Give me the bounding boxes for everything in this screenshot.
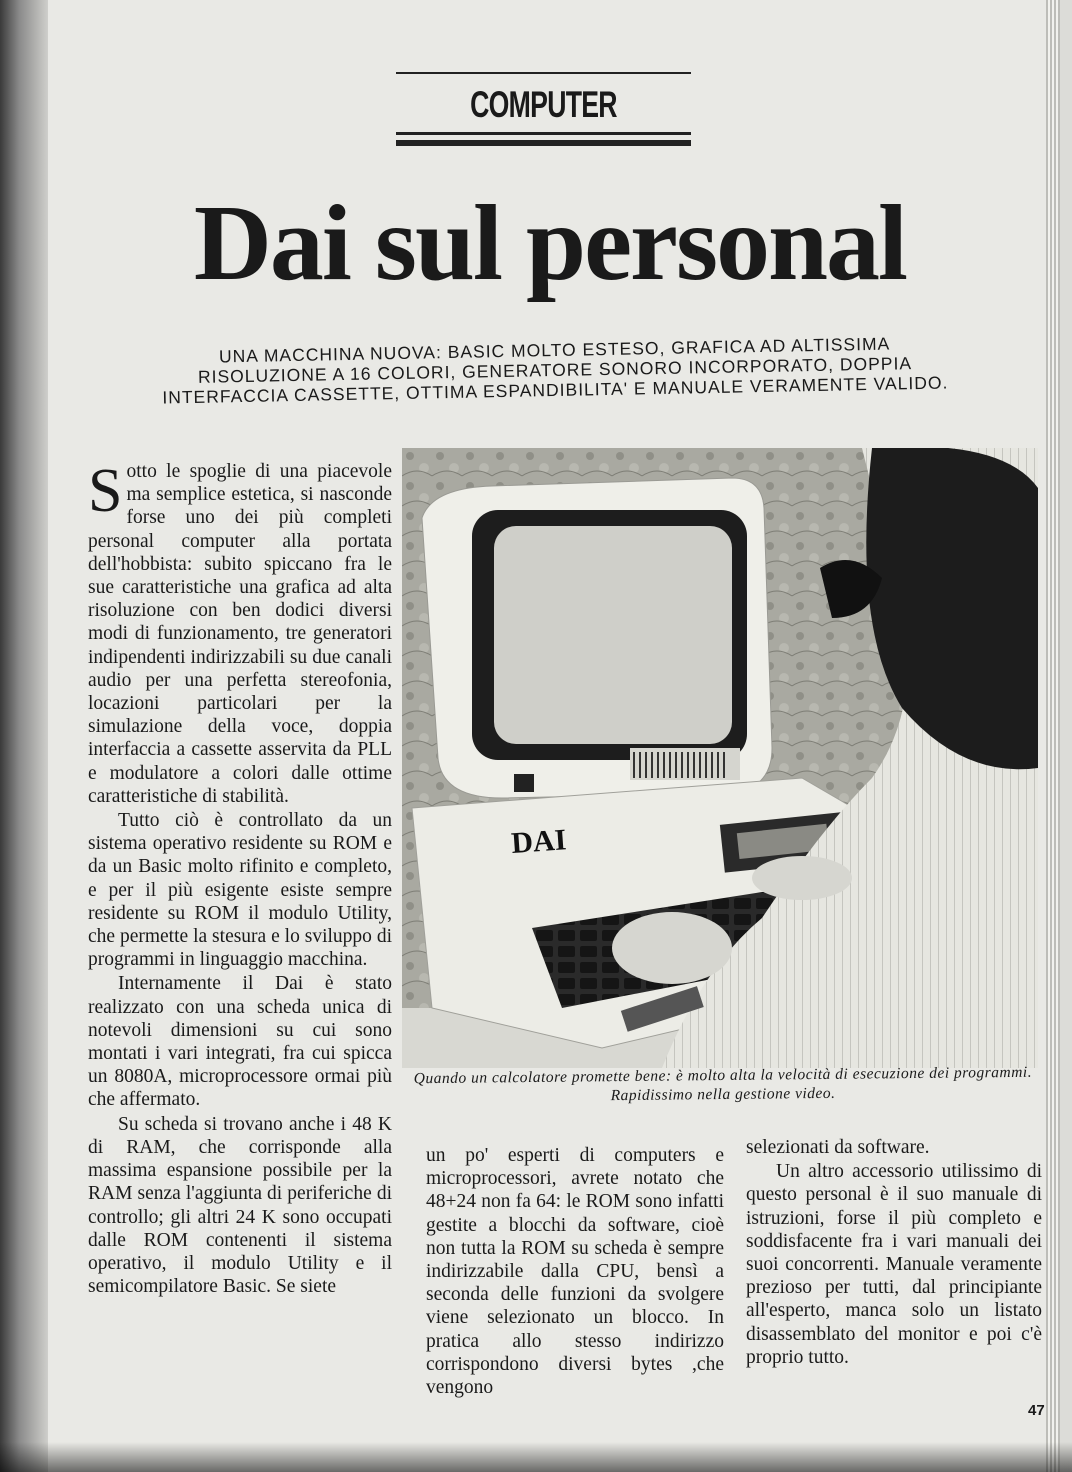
paragraph-4: Su scheda si trovano anche i 48 K di RAM, che corrisponde alla massima espansione possibile per la RAM senza l'aggiunta di periferiche di controllo; gli altri 24 K sono occupati dalle ROM contenenti il sistema operativo, il modulo Utility e il semicompilatore Basic. Se siete: [88, 1113, 392, 1298]
deck-subtitle: UNA MACCHINA NUOVA: BASIC MOLTO ESTESO, GRAFICA AD ALTISSIMA RISOLUZIONE A 16 COLORI, GENERATORE SONORO INCORPORATO, DOPPIA INTERFACCIA CASSETTE, OTTIMA ESPANDIBILITA' E MANUALE VERAMENTE VALIDO.: [162, 333, 949, 408]
headline: Dai sul personal: [193, 184, 907, 303]
section-label: COMPUTER: [470, 84, 617, 125]
article-column-2: [426, 1144, 724, 1399]
page-number: 47: [1028, 1402, 1045, 1419]
section-rule-bottom-thick: [396, 140, 691, 146]
paragraph-3: Internamente il Dai è stato realizzato con una scheda unica di notevoli dimensioni su cui sono montati i vari integrati, fra cui spicca un 8080A, microprocessore ormai più che affermato.: [88, 973, 392, 1111]
monitor-illustration: [422, 478, 772, 798]
paragraph-7: Un altro accessorio utilissimo di questo personal è il suo manuale di istruzioni, forse il più completo e soddisfacente fra i vari manuali dei suoi concorrenti. Manuale veramente prezioso per tutti, dal principiante all'esperto, manca solo un listato disassemblato del monitor e poi c'è proprio tutto.: [746, 1161, 1042, 1368]
page-edge: [1046, 0, 1060, 1472]
bottom-shadow: [0, 1442, 1072, 1472]
drop-cap: S: [88, 457, 123, 525]
binding-shadow: [0, 0, 48, 1472]
photo-caption: Quando un calcolatore promette bene: è molto alta la velocità di esecuzione dei programmi. Rapidissimo nella gestione video.: [413, 1063, 1033, 1105]
paragraph-1: otto le spoglie di una piacevole ma semplice estetica, si nasconde forse uno dei più completi personal computer alla portata dell'hobbista: subito spiccano fra le sue caratteristiche una grafica ad alta risoluzione con ben dodici diversi modi di funzionamento, tre generatori indipendenti indirizzabili su due canali audio per una perfetta stereofonia, locazioni particolari per la simulazione della voce, doppia interfaccia a cassette asservita da PLL e modulatore a colori dalle ottime caratteristiche di stabilità.: [88, 461, 392, 807]
paragraph-5: un po' esperti di computers e microprocessori, avrete notato che 48+24 non fa 64: le ROM sono infatti gestite a blocchi da software, cioè non tutta la ROM su scheda è sempre indirizzabile dalla CPU, bensì a seconda delle funzioni da svolgere viene selezionato un blocco. In pratica allo stesso indirizzo corrispondono diversi bytes ,che vengono: [426, 1145, 724, 1399]
section-rule-bottom: [396, 132, 691, 135]
paragraph-2: Tutto ciò è controllato da un sistema operativo residente su ROM e da un Basic molto rifinito e completo, e per il più esigente esiste sempre residente su ROM il modulo Utility, che permette la stesura e lo sviluppo di programmi in linguaggio macchina.: [88, 810, 392, 971]
section-rule-top: [396, 72, 691, 74]
paragraph-6: selezionati da software.: [746, 1137, 930, 1158]
article-column-3: [746, 1136, 1042, 1369]
article-column-1: [88, 457, 392, 1298]
keyboard-brand-text: DAI: [510, 823, 568, 860]
article-photo: [402, 448, 1038, 1068]
